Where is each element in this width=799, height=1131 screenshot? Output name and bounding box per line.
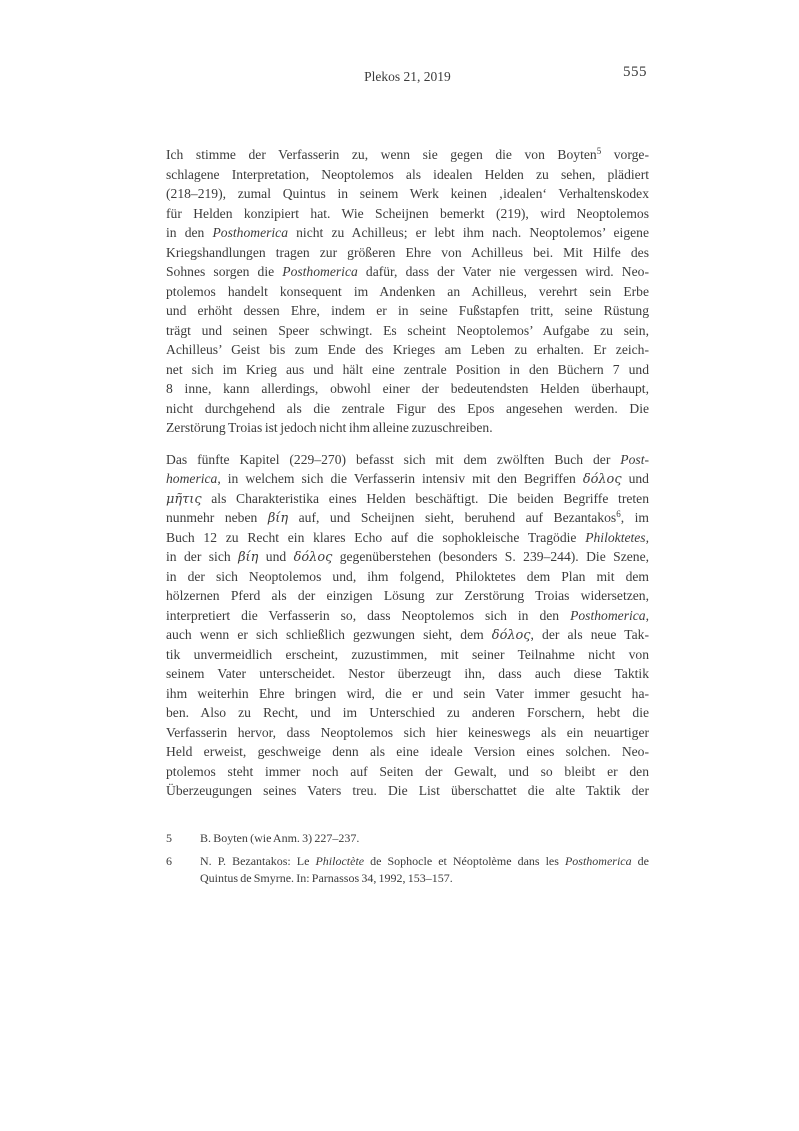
text-line — [166, 145, 649, 165]
footnote-ref: 5 — [596, 146, 602, 156]
text-segment: Überzeugungen seines Vaters treu. Die List überschattet die alte Taktik der — [166, 783, 649, 798]
footnote-entry — [166, 853, 649, 887]
text-segment: , der als neue Tak- — [530, 627, 649, 642]
paragraph — [166, 450, 649, 801]
text-segment: seinem Vater unterscheidet. Nestor überzeugt ihn, dass auch diese Taktik — [166, 666, 649, 681]
body-text — [166, 145, 649, 801]
running-header — [166, 64, 649, 85]
text-segment: , in welchem sich die Verfasserin intensiv mit den Begriffen — [217, 471, 583, 486]
page-number: 555 — [623, 64, 647, 80]
text-line — [166, 625, 649, 645]
text-segment: Ich stimme der Verfasserin zu, wenn sie gegen die von Boyten — [166, 147, 597, 162]
text-line — [166, 508, 649, 528]
text-segment: Buch 12 zu Recht ein klares Echo auf die sophokleische Tragödie — [166, 529, 586, 545]
text-segment: Held erweist, geschweige denn als eine ideale Version eines solchen. Neo- — [166, 744, 649, 759]
text-line — [166, 528, 649, 548]
text-segment: in der sich Neoptolemos und, ihm folgend, Philoktetes dem Plan mit dem — [166, 568, 649, 584]
text-segment: Quintus de Smyrne. In: Parnassos 34, 1992, 153–157. — [200, 871, 453, 885]
text-segment: schlagene Interpretation, Neoptolemos als idealen Helden zu sehen, plädiert — [166, 166, 649, 182]
footnote-number: 5 — [166, 831, 172, 845]
text-line — [166, 301, 649, 321]
text-line — [200, 830, 649, 847]
footnote-entry — [166, 830, 649, 847]
greek-term: δόλος — [582, 472, 622, 487]
text-segment: N. P. Bezantakos: Le — [200, 854, 316, 868]
text-line — [166, 664, 649, 684]
text-segment: auf, und Scheijnen sieht, beruhend auf Bezantakos — [288, 510, 617, 525]
work-title: homerica — [166, 471, 218, 486]
text-segment: und erhöht dessen Ehre, indem er in seine Fußstapfen tritt, seine Rüstung — [166, 303, 649, 318]
text-segment: in der sich — [166, 549, 239, 564]
text-line — [166, 450, 649, 470]
text-line — [166, 165, 649, 185]
work-title: Philoctète — [315, 854, 365, 868]
text-segment: net sich im Krieg aus und hält eine zentrale Position in den Büchern 7 und — [166, 361, 649, 377]
work-title: Posthomerica — [282, 264, 358, 279]
text-segment: 8 inne, kann allerdings, obwohl einer der bedeutendsten Helden überhaupt, — [166, 381, 649, 396]
work-title: Posthomerica — [570, 607, 646, 623]
text-line — [166, 262, 649, 282]
text-line — [166, 762, 649, 782]
greek-term: βίη — [238, 550, 259, 565]
work-title: Philoktetes, — [585, 529, 649, 545]
footnote-ref: 6 — [616, 509, 621, 519]
text-line — [166, 684, 649, 704]
journal-title: Plekos 21, 2019 — [364, 69, 451, 84]
paragraph — [166, 145, 649, 438]
text-line — [166, 379, 649, 399]
text-segment: nicht zu Achilleus; er lebt ihm nach. Neoptolemos’ eigene — [288, 225, 649, 240]
text-segment: (218–219), zumal Quintus in seinem Werk keinen ‚idealen‘ Verhaltenskodex — [166, 186, 649, 201]
text-segment: , im — [620, 510, 649, 525]
text-line — [166, 547, 649, 567]
text-segment: tik unvermeidlich erscheint, zuzustimmen, mit seiner Teilnahme nicht von — [166, 646, 649, 662]
footnote-text — [200, 830, 649, 847]
text-segment: interpretiert die Verfasserin so, dass Neoptolemos sich in den — [166, 607, 571, 623]
footnotes — [166, 830, 649, 893]
text-line — [166, 606, 649, 626]
text-line — [166, 781, 649, 801]
text-line — [166, 645, 649, 665]
text-line — [166, 489, 649, 509]
text-segment: nunmehr neben — [166, 510, 268, 525]
text-segment: in den — [166, 225, 213, 240]
greek-term: μῆτις — [166, 491, 202, 507]
text-segment: gegenüberstehen (besonders S. 239–244). Die Szene, — [332, 549, 650, 564]
text-line — [200, 870, 649, 887]
text-segment: , — [645, 607, 649, 623]
text-segment: für Helden konzipiert hat. Wie Scheijnen bemerkt (219), wird Neoptolemos — [166, 205, 649, 221]
text-segment: ihm weiterhin Ehre bringen wird, die er und sein Vater immer gesucht ha- — [166, 685, 649, 701]
text-segment: und — [621, 471, 649, 486]
text-line — [166, 340, 649, 360]
text-segment: Das fünfte Kapitel (229–270) befasst sich mit dem zwölften Buch der — [166, 451, 621, 467]
text-line — [166, 469, 649, 489]
text-segment: hölzernen Pferd als der einzigen Lösung zur Zerstörung Troias widersetzen, — [166, 588, 649, 603]
text-segment: Verfasserin hervor, dass Neoptolemos sich hier keineswegs als ein neuartiger — [166, 724, 649, 740]
text-line — [166, 399, 649, 419]
text-line — [166, 204, 649, 224]
text-segment: als Charakteristika eines Helden beschäftigt. Die beiden Begriffe treten — [201, 490, 649, 506]
text-segment: dafür, dass der Vater nie vergessen wird. Neo- — [357, 264, 649, 279]
text-segment: Zerstörung Troias ist jedoch nicht ihm alleine zuzuschreiben. — [166, 420, 493, 435]
text-line — [166, 360, 649, 380]
text-line — [166, 742, 649, 762]
text-line — [166, 723, 649, 743]
text-line — [200, 853, 649, 870]
work-title: Post- — [620, 451, 649, 467]
footnote-text — [200, 853, 649, 887]
footnote-number: 6 — [166, 854, 172, 868]
greek-term: δόλος — [293, 550, 333, 565]
text-segment: B. Boyten (wie Anm. 3) 227–237. — [200, 831, 360, 845]
text-segment: ptolemos handelt konsequent im Andenken an Achilleus, verehrt sein Erbe — [166, 283, 649, 299]
text-line — [166, 586, 649, 606]
text-segment: Achilleus’ Geist bis zum Ende des Krieges am Leben zu erhalten. Er zeich- — [166, 342, 649, 357]
text-line — [166, 184, 649, 204]
text-line — [166, 282, 649, 302]
text-segment: de — [631, 854, 649, 868]
text-line — [166, 567, 649, 587]
text-line — [166, 418, 649, 438]
text-line — [166, 703, 649, 723]
text-segment: ptolemos steht immer noch auf Seiten der Gewalt, und so bleibt er den — [166, 763, 649, 779]
text-line — [166, 223, 649, 243]
greek-term: δόλος — [491, 628, 531, 643]
text-segment: Sohnes sorgen die — [166, 264, 283, 279]
text-segment: auch wenn er sich schließlich gezwungen sieht, dem — [166, 627, 492, 642]
text-segment: Kriegshandlungen tragen zur größeren Ehre von Achilleus bei. Mit Hilfe des — [166, 244, 649, 260]
work-title: Posthomerica — [564, 854, 632, 868]
text-segment: de Sophocle et Néoptolème dans les — [364, 854, 565, 868]
text-line — [166, 321, 649, 341]
text-line — [166, 243, 649, 263]
text-segment: nicht durchgehend als die zentrale Figur des Epos angesehen werden. Die — [166, 400, 649, 416]
text-segment: vorge- — [601, 147, 649, 162]
text-segment: ben. Also zu Recht, und im Unterschied zu anderen Forschern, hebt die — [166, 705, 649, 720]
work-title: Posthomerica — [212, 225, 288, 240]
text-segment: und — [258, 549, 294, 564]
text-segment: trägt und seinen Speer schwingt. Es scheint Neoptolemos’ Aufgabe zu sein, — [166, 322, 649, 338]
greek-term: βίη — [267, 511, 289, 526]
